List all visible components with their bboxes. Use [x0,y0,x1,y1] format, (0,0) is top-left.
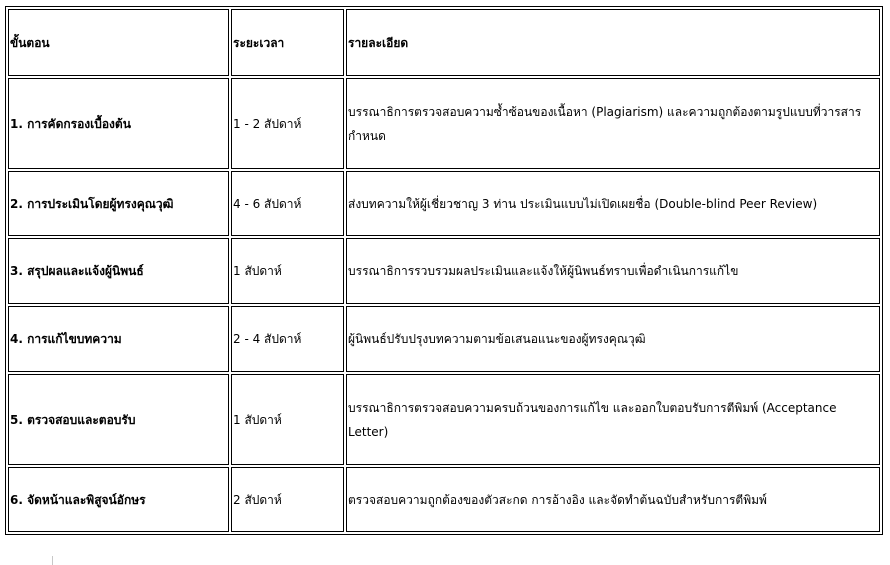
table-row [8,467,880,532]
detail-cell: ตรวจสอบความถูกต้องของตัวสะกด การอ้างอิง และจัดทำต้นฉบับสำหรับการตีพิมพ์ [346,467,880,532]
duration-cell: 2 - 4 สัปดาห์ [231,306,344,372]
step-cell: 3. สรุปผลและแจ้งผู้นิพนธ์ [8,238,229,304]
table-row [8,171,880,236]
detail-cell: ส่งบทความให้ผู้เชี่ยวชาญ 3 ท่าน ประเมินแบบไม่เปิดเผยชื่อ (Double-blind Peer Review) [346,171,880,236]
step-cell: 5. ตรวจสอบและตอบรับ [8,374,229,465]
duration-cell: 2 สัปดาห์ [231,467,344,532]
header-duration: ระยะเวลา [231,9,344,76]
table-row [8,78,880,169]
table-header-row [8,9,880,76]
step-cell: 6. จัดหน้าและพิสูจน์อักษร [8,467,229,532]
review-process-table [5,6,883,535]
header-step: ขั้นตอน [8,9,229,76]
duration-cell: 1 - 2 สัปดาห์ [231,78,344,169]
duration-cell: 4 - 6 สัปดาห์ [231,171,344,236]
detail-cell: บรรณาธิการรวบรวมผลประเมินและแจ้งให้ผู้นิพนธ์ทราบเพื่อดำเนินการแก้ไข [346,238,880,304]
detail-cell: ผู้นิพนธ์ปรับปรุงบทความตามข้อเสนอแนะของผู้ทรงคุณวุฒิ [346,306,880,372]
table-row [8,306,880,372]
step-cell: 4. การแก้ไขบทความ [8,306,229,372]
step-cell: 1. การคัดกรองเบื้องต้น [8,78,229,169]
detail-cell: บรรณาธิการตรวจสอบความซ้ำซ้อนของเนื้อหา (Plagiarism) และความถูกต้องตามรูปแบบที่วารสารกำหนด [346,78,880,169]
duration-cell: 1 สัปดาห์ [231,238,344,304]
table-row [8,238,880,304]
duration-cell: 1 สัปดาห์ [231,374,344,465]
detail-cell: บรรณาธิการตรวจสอบความครบถ้วนของการแก้ไข และออกใบตอบรับการตีพิมพ์ (Acceptance Letter) [346,374,880,465]
header-detail: รายละเอียด [346,9,880,76]
page-margin-marker [52,556,53,565]
step-cell: 2. การประเมินโดยผู้ทรงคุณวุฒิ [8,171,229,236]
table-row [8,374,880,465]
